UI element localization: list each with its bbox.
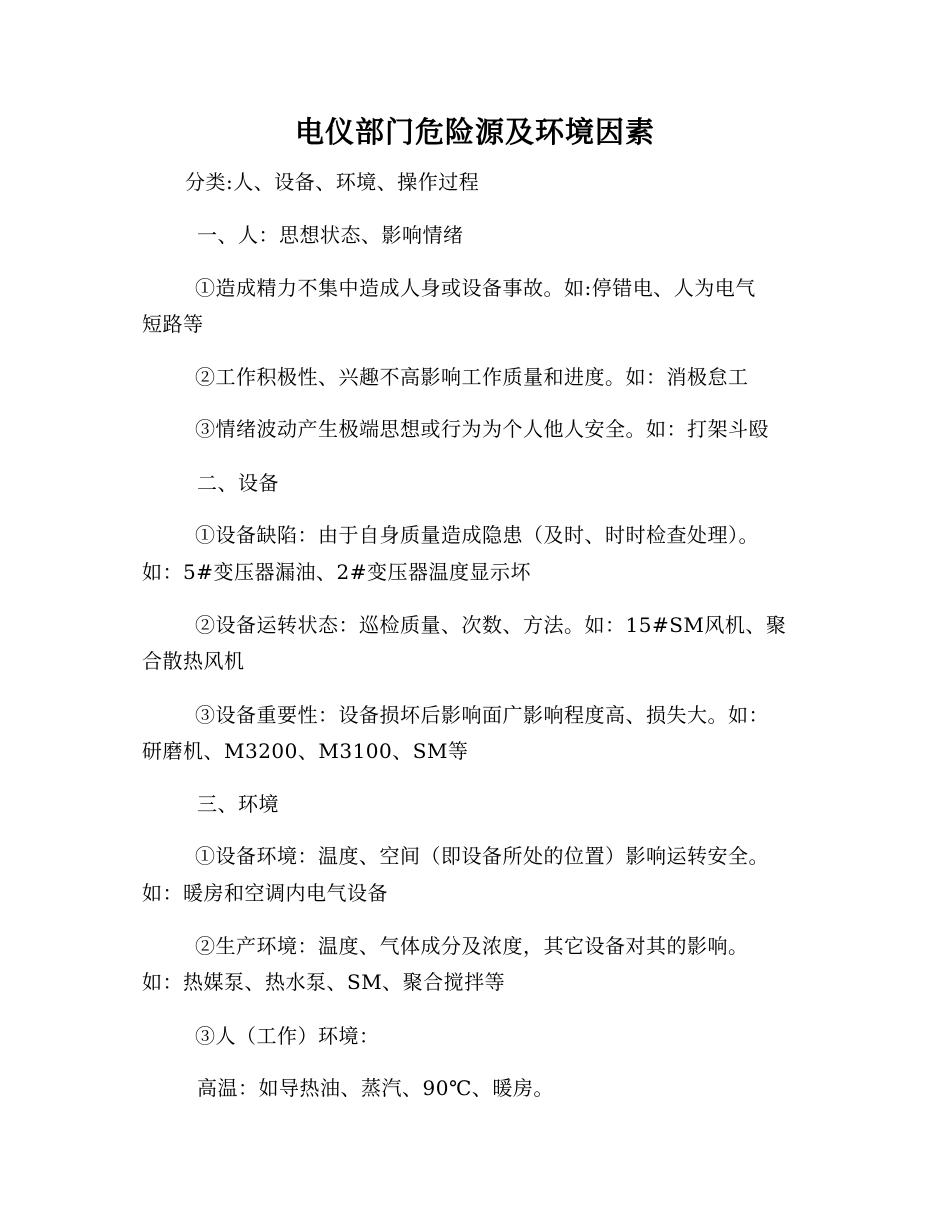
equipment-item-3-line-1: ③设备重要性：设备损坏后影响面广影响程度高、损失大。如： [195, 703, 769, 727]
equipment-item-2-line-2: 合散热风机 [142, 649, 245, 673]
section-heading-environment: 三、环境 [197, 792, 279, 816]
section-heading-people: 一、人：思想状态、影响情绪 [197, 223, 464, 247]
section-heading-equipment: 二、设备 [197, 471, 279, 495]
category-line: 分类:人、设备、环境、操作过程 [185, 170, 480, 194]
environment-item-2-line-1: ②生产环境：温度、气体成分及浓度，其它设备对其的影响。 [195, 934, 749, 958]
equipment-item-1-line-1: ①设备缺陷：由于自身质量造成隐患（及时、时时检查处理）。 [195, 523, 759, 547]
people-item-2: ②工作积极性、兴趣不高影响工作质量和进度。如：消极怠工 [195, 365, 749, 389]
environment-item-1-line-2: 如：暖房和空调内电气设备 [142, 881, 388, 905]
environment-item-2-line-2: 如：热媒泵、热水泵、SM、聚合搅拌等 [142, 970, 506, 994]
environment-item-3: ③人（工作）环境： [195, 1024, 380, 1048]
people-item-1-line-2: 短路等 [142, 312, 204, 336]
environment-item-3-detail: 高温：如导热油、蒸汽、90℃、暖房。 [197, 1076, 554, 1100]
people-item-1-line-1: ①造成精力不集中造成人身或设备事故。如:停错电、人为电气 [195, 276, 756, 300]
document-title: 电仪部门危险源及环境因素 [294, 115, 655, 149]
people-item-3: ③情绪波动产生极端思想或行为为个人他人安全。如：打架斗殴 [195, 417, 769, 441]
equipment-item-3-line-2: 研磨机、M3200、M3100、SM等 [142, 739, 469, 763]
environment-item-1-line-1: ①设备环境：温度、空间（即设备所处的位置）影响运转安全。 [195, 844, 769, 868]
equipment-item-1-line-2: 如：5#变压器漏油、2#变压器温度显示坏 [142, 560, 531, 584]
equipment-item-2-line-1: ②设备运转状态：巡检质量、次数、方法。如：15#SM风机、聚 [195, 613, 787, 637]
